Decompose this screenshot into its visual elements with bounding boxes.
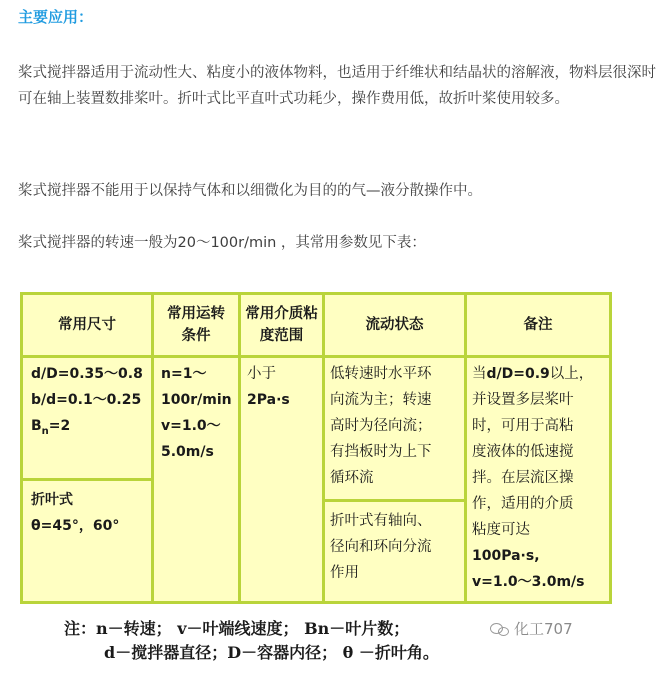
note-line-2: d－搅拌器直径；D－容器内径； θ －折叶角。 bbox=[104, 643, 439, 662]
table-divider bbox=[23, 478, 154, 481]
flow-line: 高时为径向流； bbox=[330, 418, 432, 434]
flow-line: 径向和环向分流 bbox=[330, 539, 432, 555]
header-run-conditions: 常用运转条件 bbox=[167, 305, 225, 344]
flow-line: 折叶式有轴向、 bbox=[330, 513, 432, 529]
flow-line: 向流为主；转速 bbox=[330, 392, 432, 408]
viscosity-value: 2Pa·s bbox=[247, 392, 290, 408]
header-viscosity: 常用介质粘度范围 bbox=[245, 305, 318, 344]
run-line: 100r/min bbox=[161, 392, 232, 408]
remark-value: 100Pa·s, bbox=[472, 548, 540, 564]
paragraph-2: 桨式搅拌器不能用于以保持气体和以细微化为目的的气—液分散操作中。 bbox=[18, 183, 482, 199]
size-bn: $B_n=2$ bbox=[31, 418, 71, 437]
header-flow-state: 流动状态 bbox=[365, 316, 424, 333]
flow-line: 有挡板时为上下 bbox=[330, 444, 432, 460]
flow-line: 循环流 bbox=[330, 470, 374, 486]
remark-line: 拌。在层流区操 bbox=[472, 470, 574, 486]
flow-cell-standard bbox=[330, 361, 466, 491]
size-cell-standard bbox=[31, 361, 153, 445]
remark-line: 作，适用的介质 bbox=[472, 496, 574, 512]
section-heading: 主要应用： bbox=[18, 8, 94, 26]
watermark-text: 化工707 bbox=[514, 620, 573, 638]
remarks-cell bbox=[472, 361, 612, 595]
parameter-table bbox=[20, 292, 612, 604]
table-divider bbox=[23, 355, 609, 358]
run-conditions-cell bbox=[161, 361, 241, 465]
pitched-angle: θ=45°，60° bbox=[31, 518, 120, 534]
wechat-icon bbox=[490, 621, 510, 637]
viscosity-label: 小于 bbox=[247, 366, 276, 382]
flow-line: 低转速时水平环 bbox=[330, 366, 432, 382]
table-divider bbox=[322, 499, 467, 502]
remark-line: 时，可用于高粘 bbox=[472, 418, 574, 434]
size-cell-pitched bbox=[31, 487, 153, 539]
size-dd: d/D=0.35～0.8 bbox=[31, 366, 143, 382]
paragraph-3: 桨式搅拌器的转速一般为20～100r/min ，其常用参数见下表： bbox=[18, 235, 426, 251]
run-line: v=1.0～ bbox=[161, 418, 221, 434]
header-size: 常用尺寸 bbox=[58, 316, 116, 333]
note-line-1: 注：n－转速； v－叶端线速度； Bn－叶片数； bbox=[64, 619, 410, 638]
pitched-label: 折叶式 bbox=[31, 492, 73, 508]
watermark bbox=[490, 618, 573, 639]
paragraph-1: 桨式搅拌器适用于流动性大、粘度小的液体物料，也适用于纤维状和结晶状的溶解液，物料层很深时可在轴上装置数排桨叶。折叶式比平直叶式功耗少，操作费用低，故折叶桨使用较多。 bbox=[18, 65, 656, 107]
viscosity-cell bbox=[247, 361, 323, 413]
remark-value: v=1.0～3.0m/s bbox=[472, 574, 585, 590]
remark-line: 粘度可达 bbox=[472, 522, 530, 538]
header-remarks: 备注 bbox=[523, 316, 553, 333]
remark-line: 当d/D=0.9以上， bbox=[472, 366, 594, 382]
size-bd: b/d=0.1～0.25 bbox=[31, 392, 142, 408]
flow-cell-pitched bbox=[330, 508, 466, 586]
remark-line: 度液体的低速搅 bbox=[472, 444, 574, 460]
flow-line: 作用 bbox=[330, 565, 359, 581]
remark-line: 并设置多层桨叶 bbox=[472, 392, 574, 408]
run-line: n=1～ bbox=[161, 366, 207, 382]
run-line: 5.0m/s bbox=[161, 444, 214, 460]
